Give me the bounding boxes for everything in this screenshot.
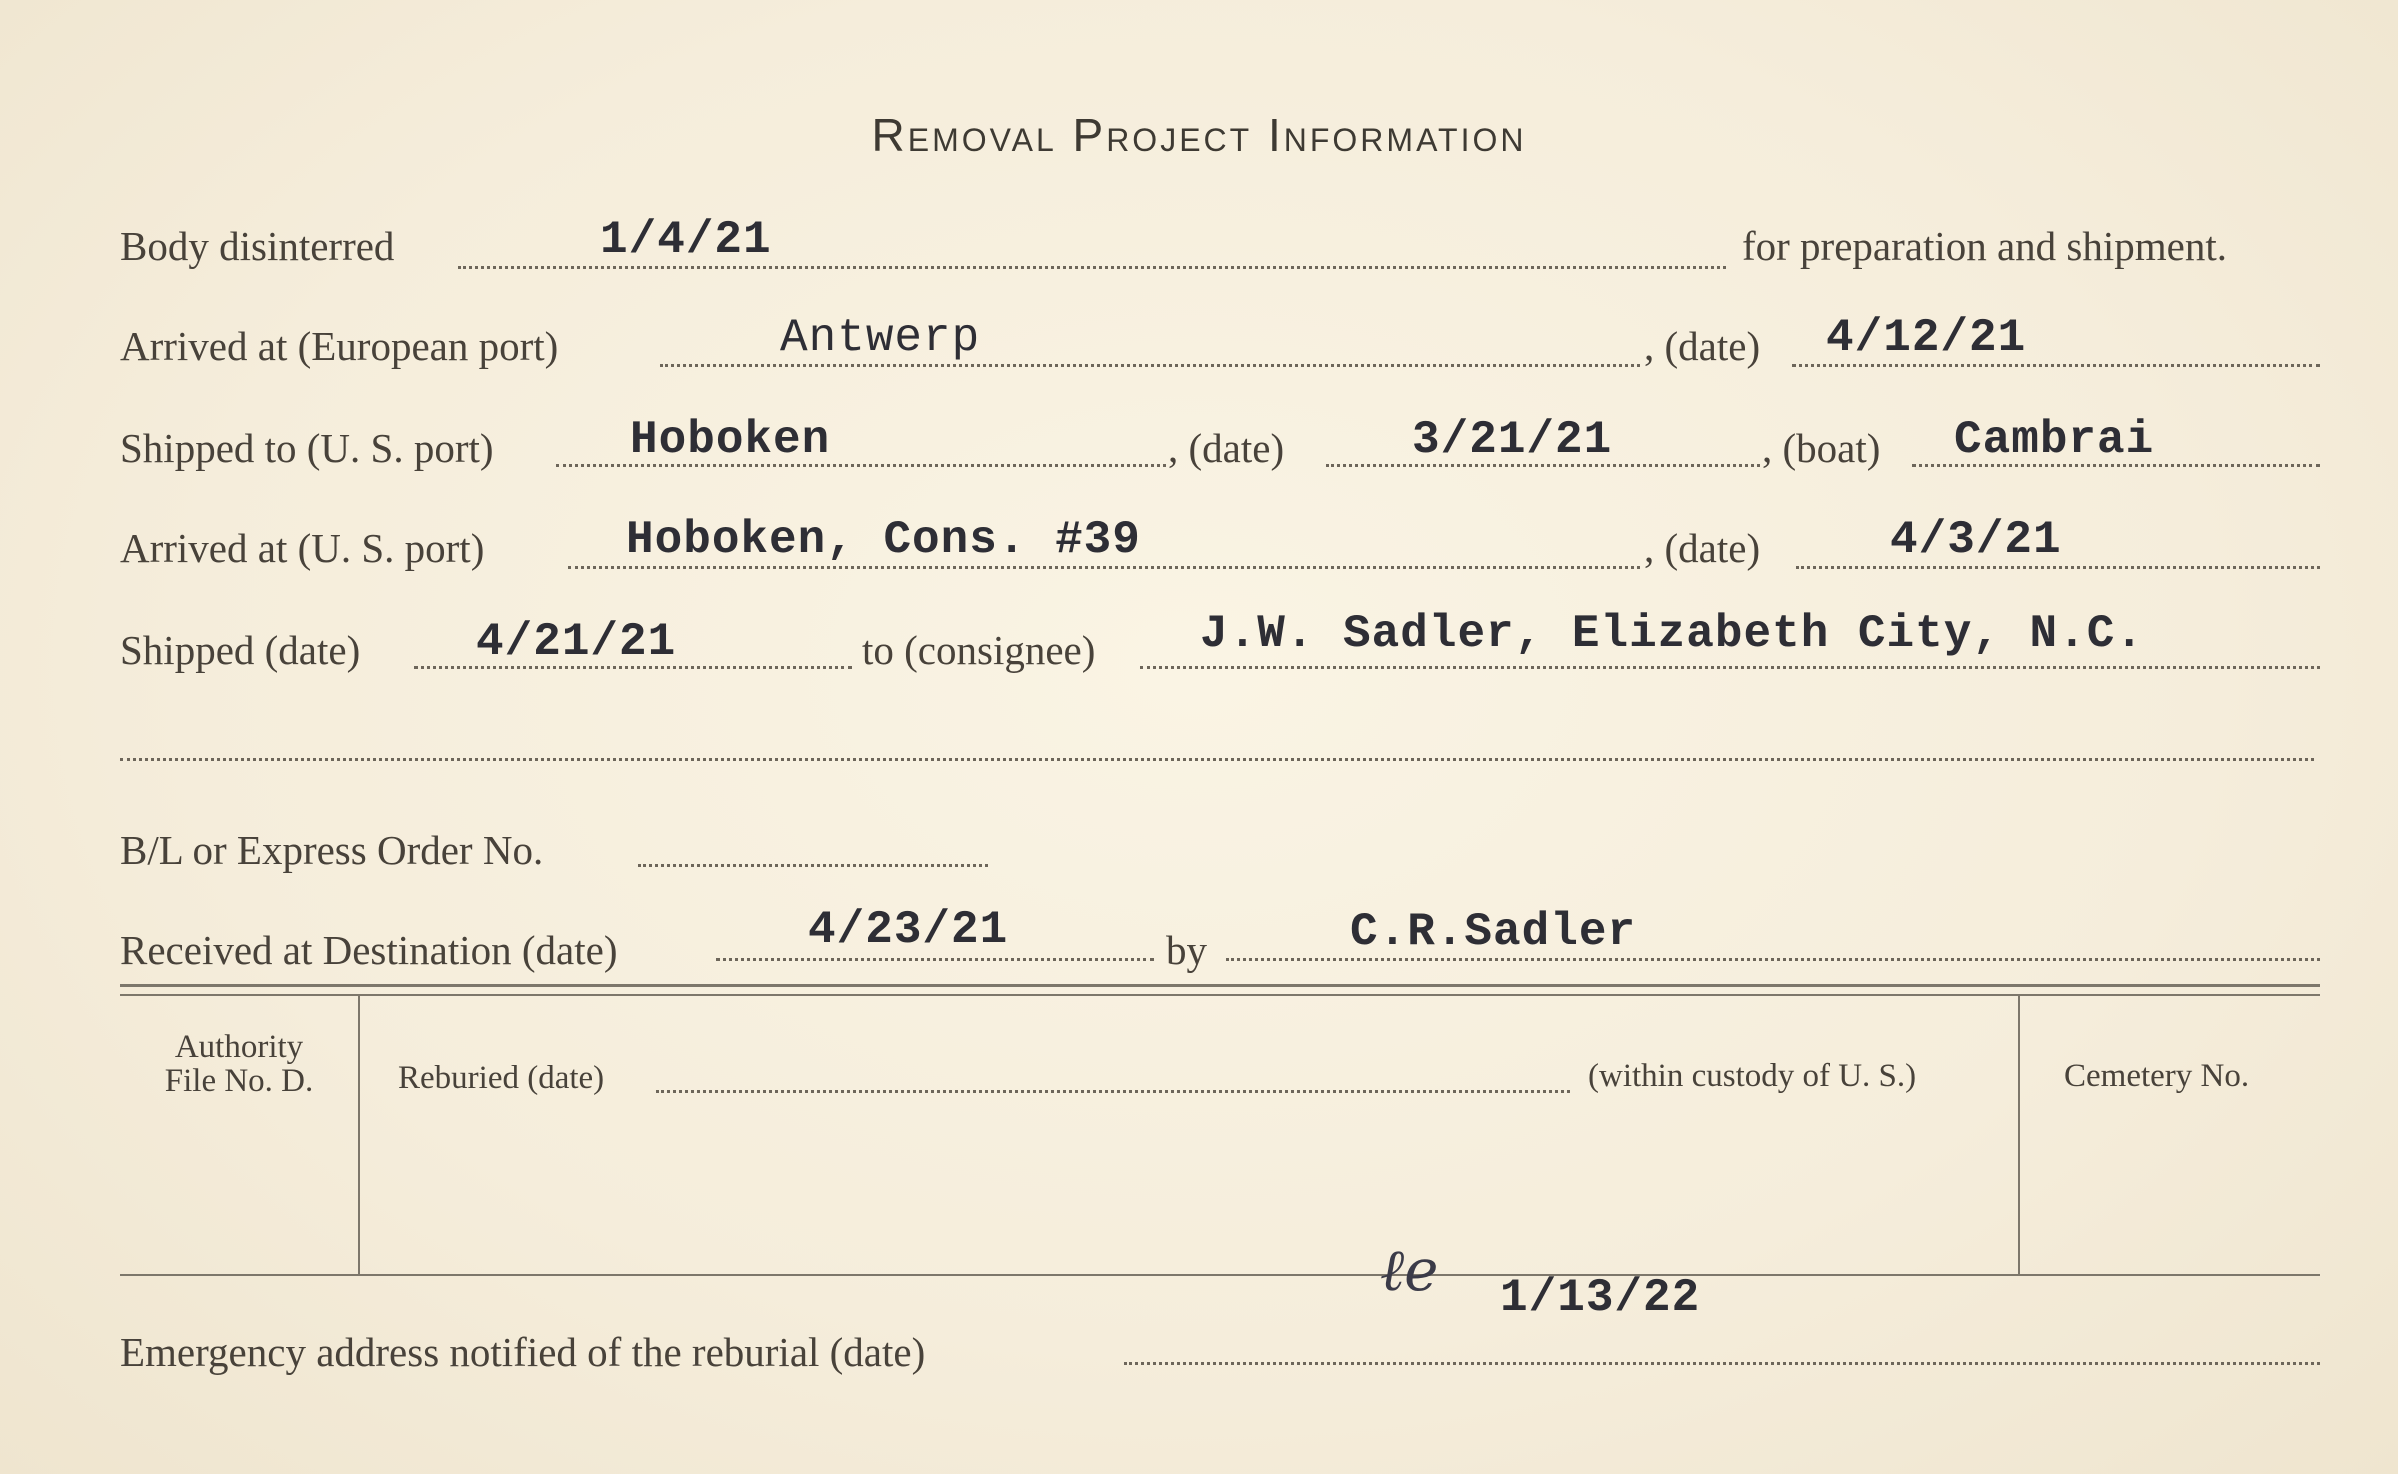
consignee-value: J.W. Sadler, Elizabeth City, N.C. xyxy=(1200,608,2144,660)
emergency-line xyxy=(1124,1362,2320,1365)
bl-line xyxy=(638,864,988,867)
shipped-us-boat-label: , (boat) xyxy=(1762,425,1881,471)
blank-line xyxy=(120,758,2314,761)
shipped-us-date: 3/21/21 xyxy=(1412,414,1613,466)
disinterred-suffix: for preparation and shipment. xyxy=(1742,223,2228,269)
emergency-initials: ℓe xyxy=(1380,1236,1439,1304)
card-title: Removal Project Information xyxy=(871,109,1527,161)
arrived-europe-port: Antwerp xyxy=(780,312,981,364)
bl-label: B/L or Express Order No. xyxy=(120,827,544,873)
shipped-us-port: Hoboken xyxy=(630,414,831,466)
emergency-date: 1/13/22 xyxy=(1500,1272,1701,1324)
arrived-us-date-label: , (date) xyxy=(1644,525,1761,571)
received-by-line xyxy=(1226,958,2320,961)
received-by: C.R.Sadler xyxy=(1350,906,1637,958)
emergency-label: Emergency address notified of the reburial (date) xyxy=(120,1329,926,1375)
arrived-us-label: Arrived at (U. S. port) xyxy=(120,525,485,571)
arrived-europe-date: 4/12/21 xyxy=(1826,312,2027,364)
arrived-europe-date-line xyxy=(1792,364,2320,367)
box-divider-right xyxy=(2018,996,2020,1274)
cemetery-label: Cemetery No. xyxy=(2064,1058,2250,1094)
shipped-us-boat: Cambrai xyxy=(1954,414,2155,466)
reburied-line xyxy=(656,1090,1570,1093)
disinterred-date: 1/4/21 xyxy=(600,214,772,266)
arrived-europe-line xyxy=(660,364,1640,367)
top-double-rule-2 xyxy=(120,994,2320,996)
custody-label: (within custody of U. S.) xyxy=(1588,1058,1917,1094)
disinterred-line xyxy=(458,266,1726,269)
authority-label xyxy=(120,1030,358,1098)
received-label: Received at Destination (date) xyxy=(120,927,618,973)
disinterred-label: Body disinterred xyxy=(120,223,395,269)
top-double-rule-1 xyxy=(120,984,2320,987)
arrived-us-port: Hoboken, Cons. #39 xyxy=(626,514,1141,566)
authority-label-line2: File No. D. xyxy=(164,1063,314,1099)
box-divider-left xyxy=(358,996,360,1274)
arrived-europe-date-label: , (date) xyxy=(1644,323,1761,369)
shipped-date: 4/21/21 xyxy=(476,616,677,668)
arrived-europe-label: Arrived at (European port) xyxy=(120,323,559,369)
arrived-us-line xyxy=(568,566,1640,569)
shipped-date-label: Shipped (date) xyxy=(120,627,361,673)
received-date-line xyxy=(716,958,1154,961)
received-date: 4/23/21 xyxy=(808,904,1009,956)
arrived-us-date-line xyxy=(1796,566,2320,569)
authority-label-line1: Authority xyxy=(174,1029,304,1065)
shipped-us-date-label: , (date) xyxy=(1168,425,1285,471)
box-bottom-rule xyxy=(120,1274,2320,1276)
reburied-label: Reburied (date) xyxy=(398,1060,605,1096)
consignee-line xyxy=(1140,666,2320,669)
arrived-us-date: 4/3/21 xyxy=(1890,514,2062,566)
shipped-us-label: Shipped to (U. S. port) xyxy=(120,425,494,471)
received-by-label: by xyxy=(1166,927,1207,973)
consignee-label: to (consignee) xyxy=(862,627,1096,673)
